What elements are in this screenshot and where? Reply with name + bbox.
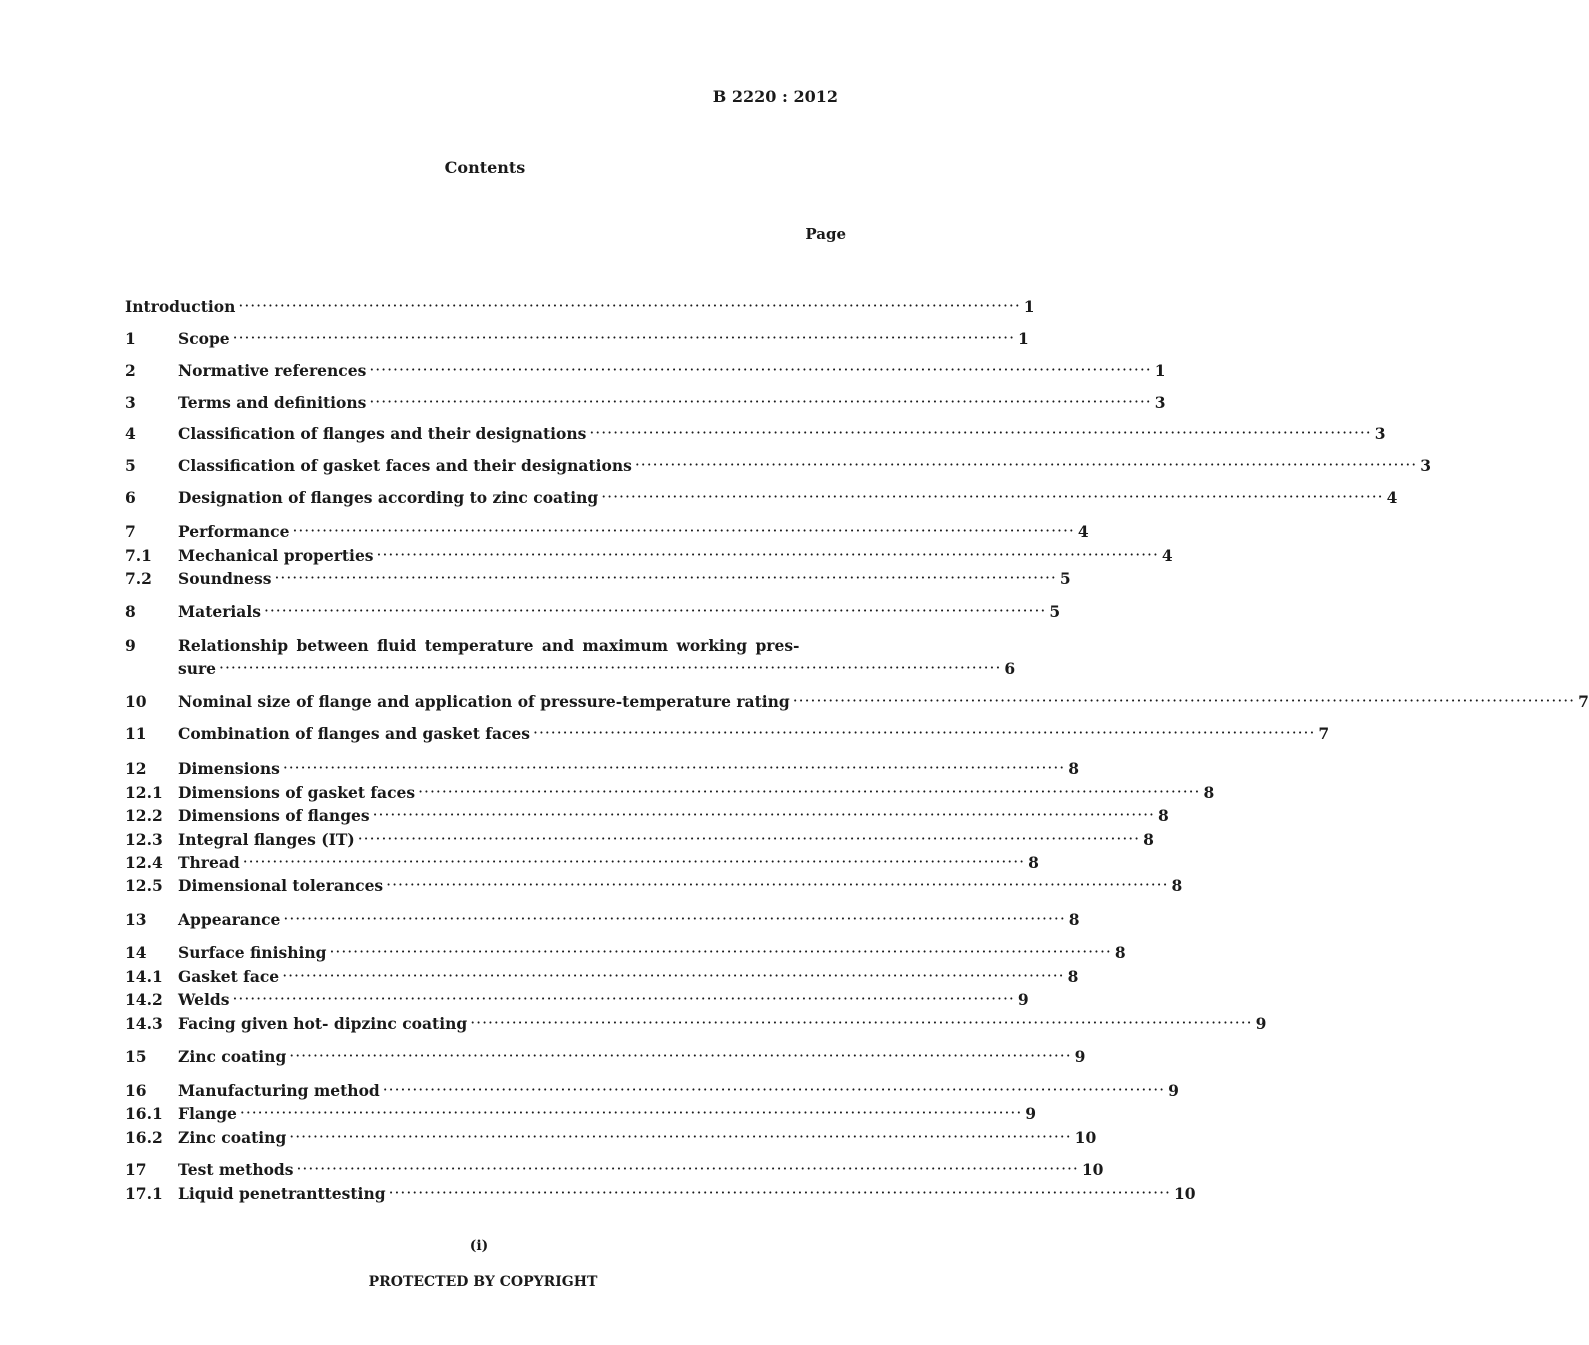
toc-entry-page: 3 — [1154, 393, 1166, 412]
dot-leader: ···································································································································· — [232, 329, 1016, 347]
toc-entry-title: Designation of flanges according to zinc coating — [178, 488, 599, 507]
toc-entry-zinc-coating[interactable] — [125, 1047, 1086, 1071]
toc-entry-dimensions[interactable] — [125, 759, 1079, 783]
toc-entry-title: Test methods — [178, 1160, 294, 1179]
toc-entry-title: Dimensions — [178, 759, 280, 778]
toc-entry-number: 7.1 — [125, 546, 152, 565]
toc-entry-page: 1 — [1154, 361, 1166, 380]
toc-entry-page: 9 — [1074, 1047, 1086, 1066]
toc-entry-title: Nominal size of flange and application of pressure-temperature rating — [178, 692, 790, 711]
toc-entry-page: 7 — [1318, 724, 1330, 743]
toc-entry-nominal-size[interactable] — [125, 692, 1589, 716]
toc-entry-title: Manufacturing method — [178, 1081, 380, 1100]
toc-entry-test-methods[interactable] — [125, 1160, 1104, 1184]
toc-entry-normative-references[interactable] — [125, 361, 1166, 385]
toc-entry-gasket-face[interactable] — [125, 967, 1079, 991]
toc-entry-number: 12.1 — [125, 783, 163, 802]
toc-entry-title: Scope — [178, 329, 230, 348]
toc-entry-number: 10 — [125, 692, 147, 711]
toc-entry-thread[interactable] — [125, 853, 1039, 877]
toc-entry-page: 9 — [1025, 1104, 1037, 1123]
toc-entry-classification-gasket-faces[interactable] — [125, 456, 1432, 480]
toc-entry-performance[interactable] — [125, 522, 1089, 546]
dot-leader: ···································································································································· — [388, 1184, 1171, 1202]
toc-entry-page: 5 — [1059, 569, 1071, 588]
dot-leader: ···································································································································· — [292, 522, 1075, 540]
dot-leader: ···································································································································· — [282, 759, 1066, 777]
toc-entry-liquid-penetrant[interactable] — [125, 1184, 1196, 1208]
dot-leader: ···································································································································· — [232, 990, 1015, 1008]
toc-entry-page: 5 — [1049, 602, 1061, 621]
toc-entry-page: 8 — [1068, 759, 1079, 778]
toc-entry-number: 14.1 — [125, 967, 163, 986]
toc-entry-number: 7 — [125, 522, 136, 541]
copyright-notice: PROTECTED BY COPYRIGHT — [368, 1274, 598, 1290]
dot-leader: ···································································································································· — [357, 830, 1141, 848]
dot-leader: ···································································································································· — [382, 1081, 1166, 1099]
dot-leader: ···································································································································· — [369, 393, 1152, 411]
contents-title: Contents — [444, 158, 526, 177]
toc-entry-page: 8 — [1158, 806, 1169, 825]
dot-leader: ···································································································································· — [263, 602, 1047, 620]
toc-entry-number: 12 — [125, 759, 147, 778]
toc-entry-title: Classification of flanges and their designations — [178, 424, 587, 443]
toc-entry-title: Dimensions of gasket faces — [178, 783, 416, 802]
toc-entry-materials[interactable] — [125, 602, 1061, 626]
dot-leader: ···································································································································· — [372, 806, 1155, 824]
toc-entry-title: Normative references — [178, 361, 367, 380]
toc-entry-page: 9 — [1017, 990, 1029, 1009]
toc-entry-title: Materials — [178, 602, 261, 621]
toc-entry-page: 1 — [1018, 329, 1029, 348]
toc-entry-page: 8 — [1171, 876, 1183, 895]
toc-entry-zinc-coating-method[interactable] — [125, 1128, 1097, 1152]
toc-entry-facing-zinc[interactable] — [125, 1014, 1267, 1038]
toc-entry-page: 4 — [1077, 522, 1089, 541]
toc-entry-page: 6 — [1004, 659, 1016, 678]
dot-leader: ···································································································································· — [283, 910, 1066, 928]
toc-entry-number: 12.3 — [125, 830, 163, 849]
toc-entry-gasket-face-dimensions[interactable] — [125, 783, 1215, 807]
toc-entry-page: 1 — [1023, 297, 1035, 316]
toc-entry-page: 8 — [1068, 910, 1080, 929]
toc-entry-number: 1 — [125, 329, 136, 348]
toc-entry-title: Introduction — [125, 297, 236, 316]
dot-leader: ···································································································································· — [296, 1160, 1079, 1178]
dot-leader: ···································································································································· — [589, 424, 1372, 442]
toc-entry-page: 3 — [1374, 424, 1386, 443]
dot-leader: ···································································································································· — [239, 1104, 1023, 1122]
toc-entry-number: 6 — [125, 488, 136, 507]
toc-entry-title: Mechanical properties — [178, 546, 374, 565]
toc-entry-title: Zinc coating — [178, 1128, 287, 1147]
toc-entry-page: 7 — [1578, 692, 1589, 711]
document-number: B 2220 : 2012 — [712, 87, 838, 106]
dot-leader: ···································································································································· — [219, 659, 1002, 677]
dot-leader: ···································································································································· — [634, 456, 1418, 474]
toc-entry-classification-flanges[interactable] — [125, 424, 1386, 448]
toc-entry-soundness[interactable] — [125, 569, 1071, 593]
toc-entry-title: Appearance — [178, 910, 281, 929]
toc-entry-title: Soundness — [178, 569, 272, 588]
dot-leader: ···································································································································· — [386, 876, 1169, 894]
toc-entry-page: 9 — [1168, 1081, 1179, 1100]
toc-entry-page: 8 — [1143, 830, 1154, 849]
toc-entry-number: 17.1 — [125, 1184, 163, 1203]
toc-entry-mechanical-properties[interactable] — [125, 546, 1173, 570]
toc-entry-surface-finishing[interactable] — [125, 943, 1126, 967]
toc-entry-manufacturing-method[interactable] — [125, 1081, 1179, 1105]
dot-leader: ···································································································································· — [289, 1047, 1072, 1065]
toc-entry-number: 9 — [125, 636, 136, 655]
toc-entry-terms-definitions[interactable] — [125, 393, 1166, 417]
toc-entry-title: Gasket face — [178, 967, 280, 986]
toc-entry-designation-zinc[interactable] — [125, 488, 1398, 512]
toc-entry-introduction[interactable] — [125, 297, 1035, 321]
toc-entry-title: Facing given hot- dipzinc coating — [178, 1014, 468, 1033]
toc-entry-number: 14.3 — [125, 1014, 163, 1033]
toc-entry-title: Combination of flanges and gasket faces — [178, 724, 531, 743]
toc-entry-title: Relationship between fluid temperature and maximum working pres- — [178, 636, 800, 655]
page-column-heading: Page — [805, 225, 846, 243]
toc-entry-number: 4 — [125, 424, 136, 443]
dot-leader: ···································································································································· — [329, 943, 1112, 961]
toc-entry-title: Zinc coating — [178, 1047, 287, 1066]
dot-leader: ···································································································································· — [274, 569, 1057, 587]
toc-entry-title: Performance — [178, 522, 290, 541]
toc-entry-number: 13 — [125, 910, 147, 929]
toc-entry-page: 4 — [1161, 546, 1173, 565]
toc-entry-welds[interactable] — [125, 990, 1029, 1014]
toc-entry-flange-dimensions[interactable] — [125, 806, 1169, 830]
toc-entry-number: 5 — [125, 456, 136, 475]
dot-leader: ···································································································································· — [601, 488, 1384, 506]
toc-entry-title: Liquid penetranttesting — [178, 1184, 386, 1203]
dot-leader: ···································································································································· — [533, 724, 1316, 742]
toc-entry-number: 15 — [125, 1047, 147, 1066]
toc-entry-title: Dimensional tolerances — [178, 876, 384, 895]
footer-page-number: (i) — [469, 1238, 489, 1254]
toc-entry-page: 10 — [1074, 1128, 1097, 1147]
toc-entry-number: 14.2 — [125, 990, 163, 1009]
toc-entry-number: 2 — [125, 361, 136, 380]
toc-entry-title: Surface finishing — [178, 943, 327, 962]
toc-entry-number: 11 — [125, 724, 147, 743]
toc-entry-title: Flange — [178, 1104, 237, 1123]
dot-leader: ···································································································································· — [792, 692, 1576, 710]
toc-entry-fluid-temperature[interactable] — [125, 636, 1016, 680]
dot-leader: ···································································································································· — [470, 1014, 1253, 1032]
toc-entry-title: Integral flanges (IT) — [178, 830, 355, 849]
dot-leader: ···································································································································· — [289, 1128, 1072, 1146]
toc-entry-number: 12.2 — [125, 806, 163, 825]
toc-entry-page: 10 — [1173, 1184, 1196, 1203]
toc-entry-title: Classification of gasket faces and their designations — [178, 456, 632, 475]
toc-entry-title: Welds — [178, 990, 230, 1009]
toc-entry-number: 16 — [125, 1081, 147, 1100]
toc-entry-page: 3 — [1420, 456, 1432, 475]
toc-entry-scope[interactable] — [125, 329, 1029, 353]
dot-leader: ···································································································································· — [282, 967, 1065, 985]
toc-entry-dimensional-tolerances[interactable] — [125, 876, 1183, 900]
toc-entry-page: 8 — [1203, 783, 1215, 802]
toc-entry-page: 8 — [1067, 967, 1079, 986]
toc-entry-title-continuation: sure — [178, 659, 217, 678]
toc-entry-title: Thread — [178, 853, 240, 872]
toc-entry-number: 14 — [125, 943, 147, 962]
dot-leader: ···································································································································· — [418, 783, 1201, 801]
toc-entry-number: 7.2 — [125, 569, 152, 588]
toc-entry-page: 10 — [1081, 1160, 1104, 1179]
dot-leader: ···································································································································· — [242, 853, 1026, 871]
toc-entry-title: Dimensions of flanges — [178, 806, 370, 825]
toc-entry-number: 12.4 — [125, 853, 163, 872]
dot-leader: ···································································································································· — [238, 297, 1021, 315]
dot-leader: ···································································································································· — [369, 361, 1152, 379]
toc-entry-page: 9 — [1255, 1014, 1267, 1033]
toc-entry-number: 8 — [125, 602, 136, 621]
toc-entry-combination[interactable] — [125, 724, 1330, 748]
toc-entry-number: 3 — [125, 393, 136, 412]
toc-entry-page: 8 — [1028, 853, 1039, 872]
toc-entry-number: 16.1 — [125, 1104, 163, 1123]
dot-leader: ···································································································································· — [376, 546, 1159, 564]
toc-entry-number: 12.5 — [125, 876, 163, 895]
toc-entry-integral-flanges[interactable] — [125, 830, 1154, 854]
toc-entry-number: 17 — [125, 1160, 147, 1179]
toc-entry-number: 16.2 — [125, 1128, 163, 1147]
toc-entry-page: 4 — [1386, 488, 1398, 507]
toc-entry-flange[interactable] — [125, 1104, 1037, 1128]
toc-entry-page: 8 — [1114, 943, 1126, 962]
toc-entry-appearance[interactable] — [125, 910, 1080, 934]
toc-entry-title: Terms and definitions — [178, 393, 367, 412]
